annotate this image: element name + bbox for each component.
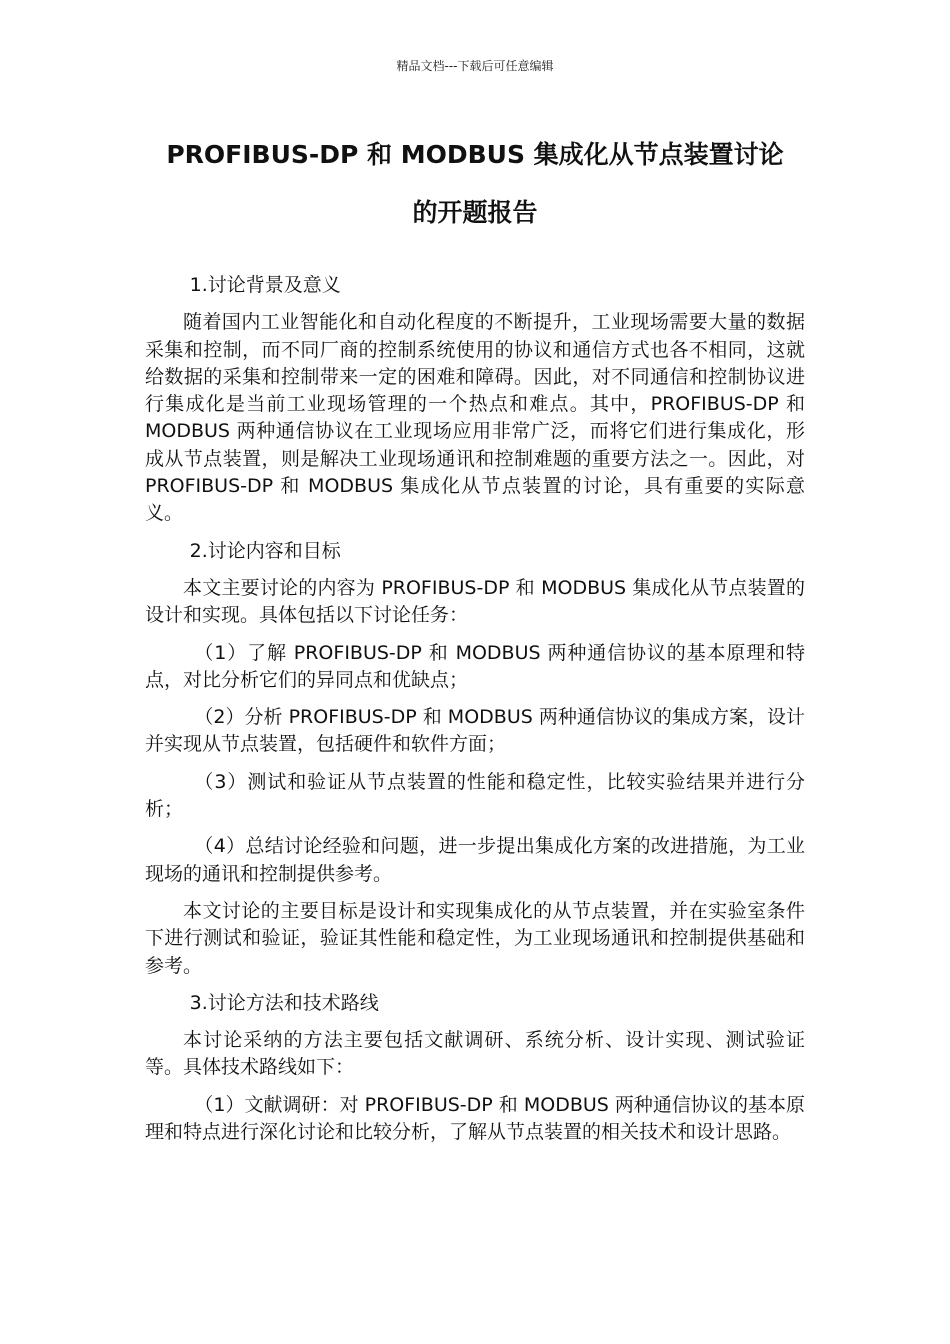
- list-item-task-3: （3）测试和验证从节点装置的性能和稳定性，比较实验结果并进行分析；: [145, 770, 805, 821]
- section-heading-content-goals: 2.讨论内容和目标: [189, 539, 341, 562]
- paragraph-main-goal: 本文讨论的主要目标是设计和实现集成化的从节点装置，并在实验室条件下进行测试和验证，验证其性能和稳定性，为工业现场通讯和控制提供基础和参考。: [145, 899, 805, 977]
- section-heading-methods: 3.讨论方法和技术路线: [189, 991, 379, 1014]
- paragraph-content-intro: 本文主要讨论的内容为 PROFIBUS-DP 和 MODBUS 集成化从节点装置的设计和实现。具体包括以下讨论任务：: [145, 576, 805, 627]
- list-item-task-1: （1）了解 PROFIBUS-DP 和 MODBUS 两种通信协议的基本原理和特点，对比分析它们的异同点和优缺点；: [145, 641, 805, 691]
- document-title-line-2: 的开题报告: [412, 198, 538, 227]
- list-item-method-1: （1）文献调研：对 PROFIBUS-DP 和 MODBUS 两种通信协议的基本原理和特点进行深化讨论和比较分析，了解从节点装置的相关技术和设计思路。: [145, 1093, 805, 1144]
- list-item-task-2: （2）分析 PROFIBUS-DP 和 MODBUS 两种通信协议的集成方案，设计并实现从节点装置，包括硬件和软件方面；: [145, 706, 805, 756]
- section-heading-background: 1.讨论背景及意义: [189, 274, 341, 296]
- document-body: [145, 272, 812, 1156]
- page-header-note: 精品文档---下载后可任意编辑: [396, 59, 554, 73]
- document-title-line-1: PROFIBUS-DP 和 MODBUS 集成化从节点装置讨论: [166, 140, 784, 169]
- paragraph-background: 随着国内工业智能化和自动化程度的不断提升，工业现场需要大量的数据采集和控制，而不同厂商的控制系统使用的协议和通信方式也各不相同，这就给数据的采集和控制带来一定的困难和障碍。因此，对不同通信和控制协议进行集成化是当前工业现场管理的一个热点和难点。其中，PROFIBUS-DP 和 MODBUS 两种通信协议在工业现场应用非常广泛，而将它们进行集成化，形成从节点装置，则是解决工业现场通讯和控制难题的重要方法之一。因此，对 PROFIBUS-DP 和 MODBUS 集成化从节点装置的讨论，具有重要的实际意义。: [145, 311, 812, 525]
- list-item-task-4: （4）总结讨论经验和问题，进一步提出集成化方案的改进措施，为工业现场的通讯和控制提供参考。: [145, 835, 805, 885]
- paragraph-methods-intro: 本讨论采纳的方法主要包括文献调研、系统分析、设计实现、测试验证等。具体技术路线如下：: [145, 1029, 805, 1079]
